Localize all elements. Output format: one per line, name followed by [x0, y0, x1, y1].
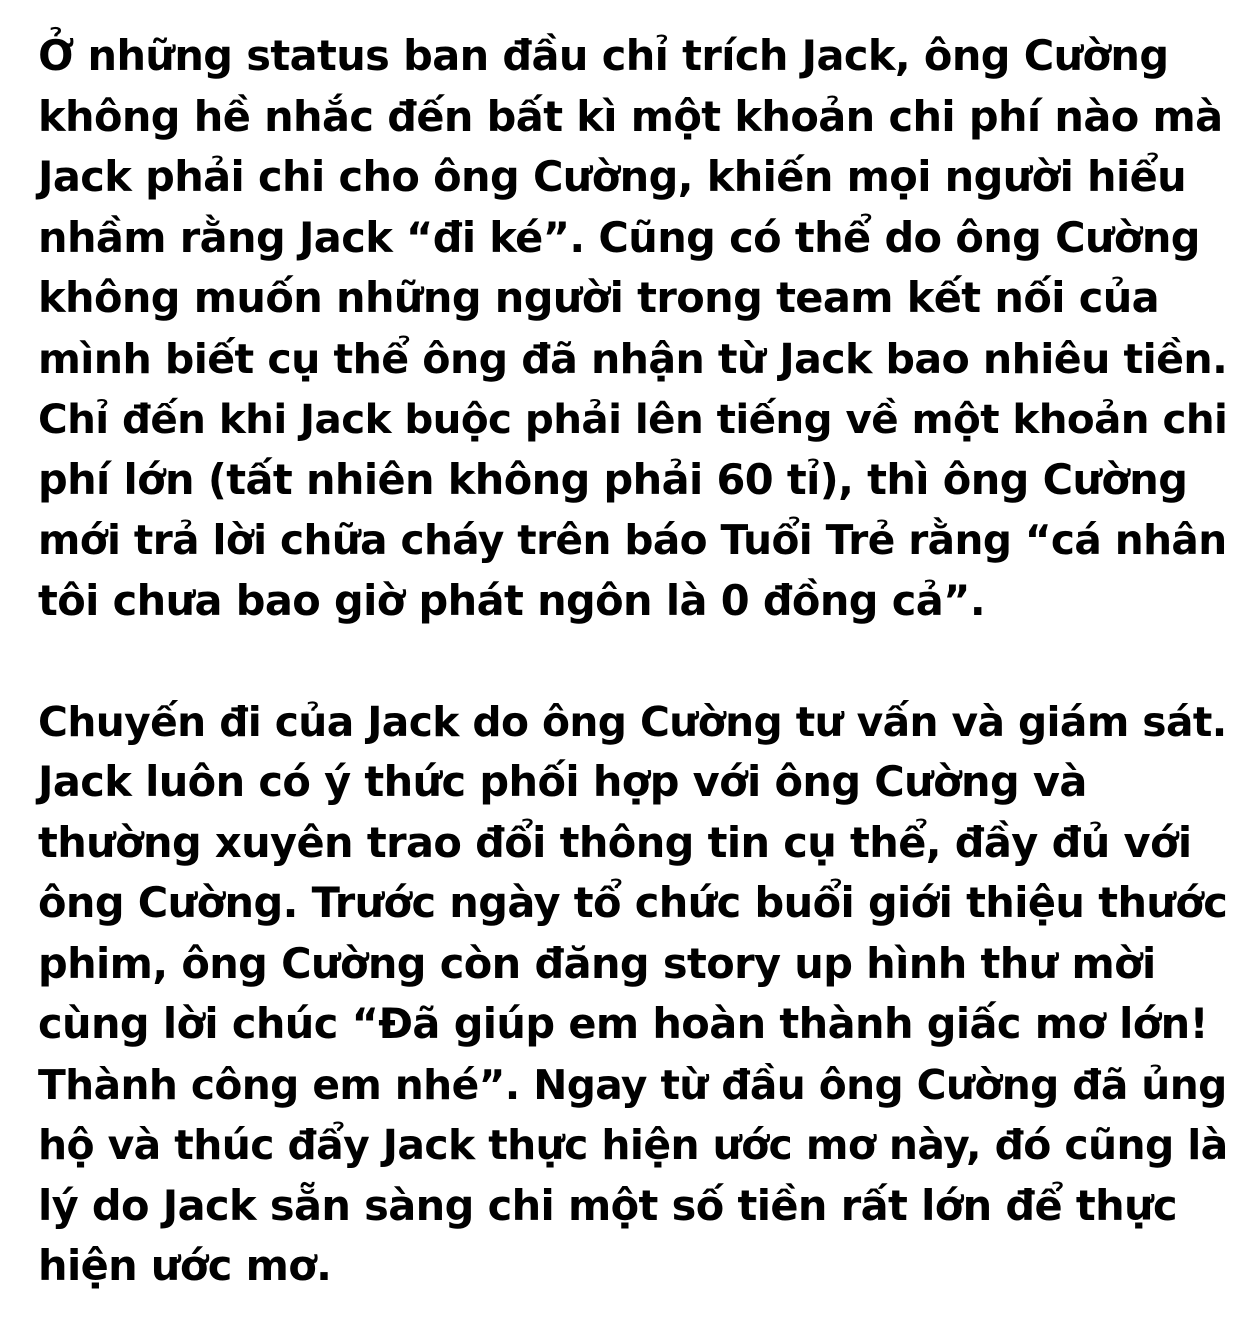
- text-line: không muốn những người trong team kết nối của: [38, 273, 1160, 322]
- paragraph-2: [38, 692, 1228, 1297]
- text-line: thường xuyên trao đổi thông tin cụ thể, đầy đủ với: [38, 817, 1192, 867]
- text-line: hiện ước mơ.: [38, 1241, 332, 1290]
- text-line: Ở những status ban đầu chỉ trích Jack, ông Cường: [38, 31, 1169, 80]
- text-line: phí lớn (tất nhiên không phải 60 tỉ), thì ông Cường: [38, 454, 1188, 504]
- post-body-text: [38, 26, 1228, 1297]
- text-line: Chỉ đến khi Jack buộc phải lên tiếng về một khoản chi: [38, 395, 1228, 443]
- text-line: Chuyến đi của Jack do ông Cường tư vấn và giám sát.: [38, 697, 1227, 746]
- text-line: nhầm rằng Jack “đi ké”. Cũng có thể do ông Cường: [38, 212, 1200, 262]
- text-line: Jack phải chi cho ông Cường, khiến mọi người hiểu: [38, 152, 1187, 201]
- text-line: tôi chưa bao giờ phát ngôn là 0 đồng cả”.: [38, 575, 985, 625]
- text-line: không hề nhắc đến bất kì một khoản chi phí nào mà: [38, 91, 1223, 141]
- text-line: ông Cường. Trước ngày tổ chức buổi giới thiệu thước: [38, 878, 1228, 927]
- text-line: mới trả lời chữa cháy trên báo Tuổi Trẻ rằng “cá nhân: [38, 516, 1227, 564]
- text-line: Thành công em nhé”. Ngay từ đầu ông Cường đã ủng: [38, 1060, 1227, 1109]
- text-line: Jack luôn có ý thức phối hợp với ông Cường và: [38, 757, 1087, 806]
- text-line: lý do Jack sẵn sàng chi một số tiền rất lớn để thực: [38, 1180, 1178, 1230]
- paragraph-1: [38, 26, 1228, 631]
- paragraph-spacer: [38, 631, 1228, 692]
- text-line: cùng lời chúc “Đã giúp em hoàn thành giấc mơ lớn!: [38, 999, 1208, 1048]
- text-line: mình biết cụ thể ông đã nhận từ Jack bao nhiêu tiền.: [38, 334, 1228, 383]
- text-line: hộ và thúc đẩy Jack thực hiện ước mơ này, đó cũng là: [38, 1121, 1228, 1169]
- text-line: phim, ông Cường còn đăng story up hình thư mời: [38, 938, 1156, 988]
